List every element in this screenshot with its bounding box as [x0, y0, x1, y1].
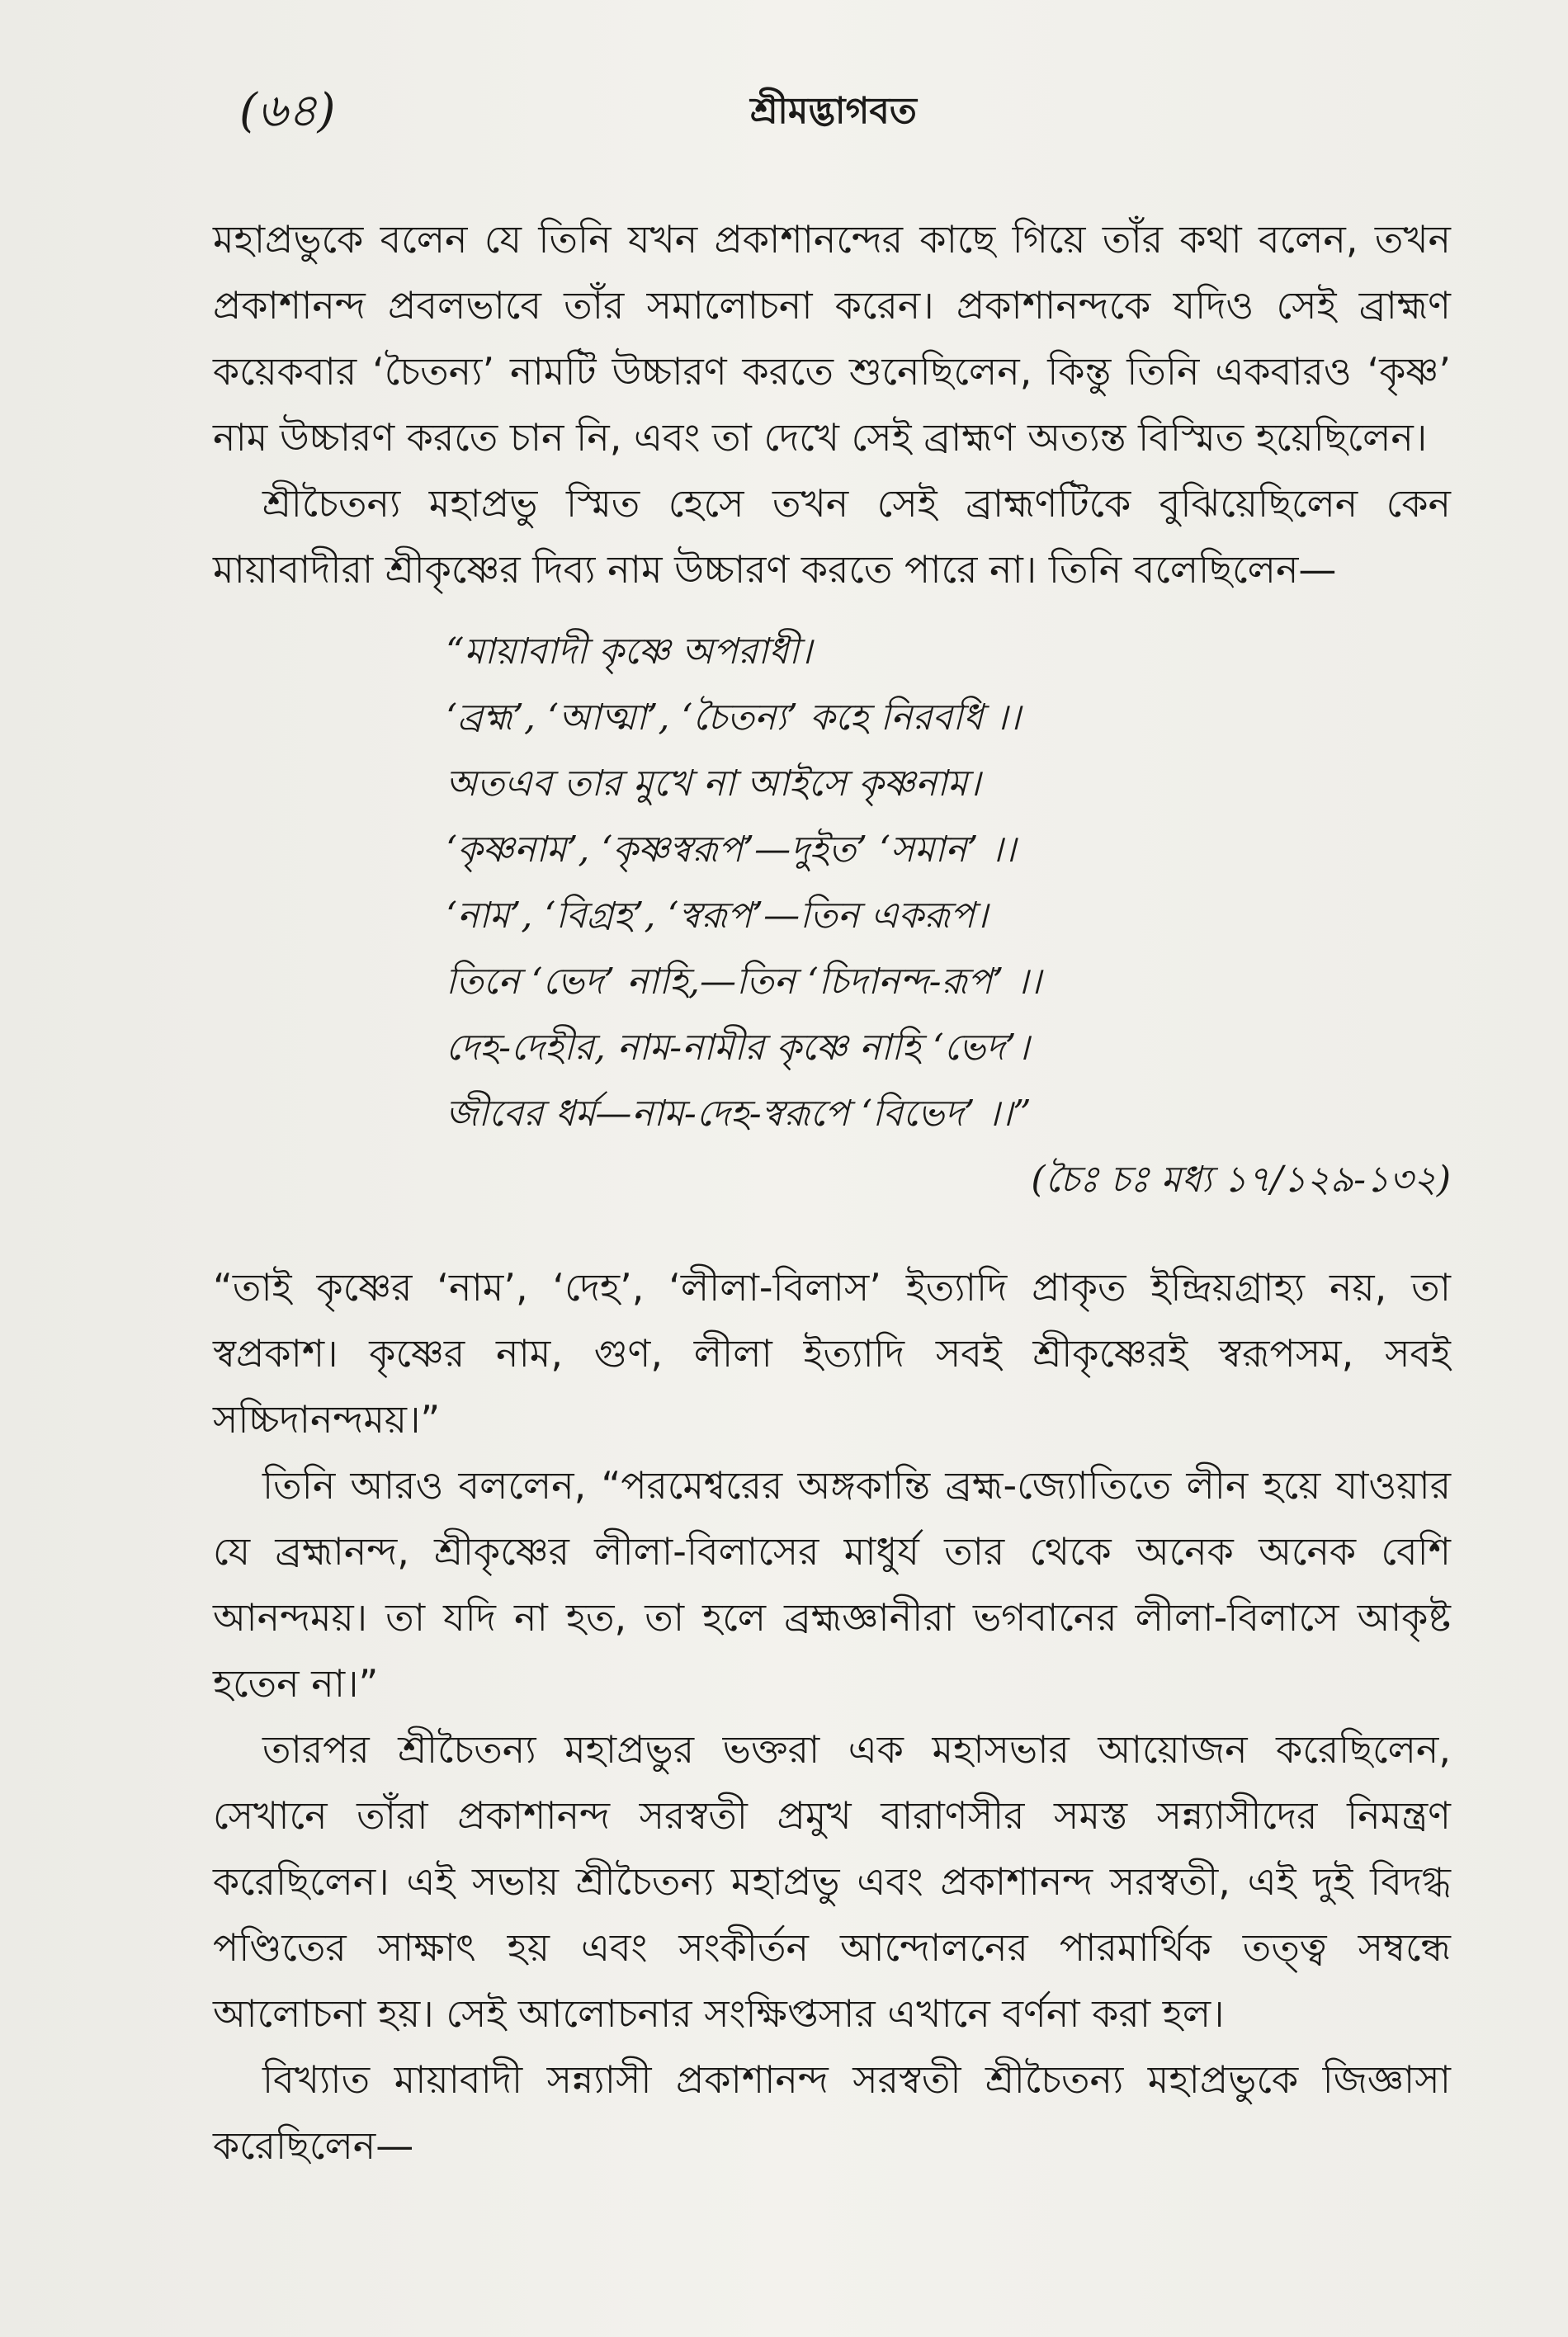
paragraph-assembly: তারপর শ্রীচৈতন্য মহাপ্রভুর ভক্তরা এক মহাসভার আয়োজন করেছিলেন, সেখানে তাঁরা প্রকাশানন্দ সরস্বতী প্রমুখ বারাণসীর সমস্ত সন্ন্যাসীদের নিমন্ত্রণ করেছিলেন। এই সভায় শ্রীচৈতন্য মহাপ্রভু এবং প্রকাশানন্দ সরস্বতী, এই দুই বিদগ্ধ পণ্ডিতের সাক্ষাৎ হয় এবং সংকীর্তন আন্দোলনের পারমার্থিক তত্ত্ব সম্বন্ধে আলোচনা হয়। সেই আলোচনার সংক্ষিপ্তসার এখানে বর্ণনা করা হল। [213, 1727, 1451, 2036]
page-number: (৬৪) [239, 84, 336, 138]
paragraph-quote: “তাই কৃষ্ণের ‘নাম’, ‘দেহ’, ‘লীলা-বিলাস’ ইত্যাদি প্রাকৃত ইন্দ্রিয়গ্রাহ্য নয়, তা স্বপ্রকাশ। কৃষ্ণের নাম, গুণ, লীলা ইত্যাদি সবই শ্রীকৃষ্ণেরই স্বরূপসম, সবই সচ্চিদানন্দময়।” [213, 1265, 1451, 1442]
page-header [239, 78, 1428, 144]
verse-line: তিনে ‘ভেদ’ নাহি,—তিন ‘চিদানন্দ-রূপ’ ।। [446, 961, 1041, 1003]
paragraph-explanation: শ্রীচৈতন্য মহাপ্রভু স্মিত হেসে তখন সেই ব্রাহ্মণটিকে বুঝিয়েছিলেন কেন মায়াবাদীরা শ্রীকৃষ্ণের দিব্য নাম উচ্চারণ করতে পারে না। তিনি বলেছিলেন— [213, 481, 1451, 592]
verse-citation: (চৈঃ চঃ মধ্য ১৭/১২৯-১৩২) [1031, 1159, 1451, 1201]
paragraph-further-speech: তিনি আরও বললেন, “পরমেশ্বরের অঙ্গকান্তি ব্রহ্ম-জ্যোতিতে লীন হয়ে যাওয়ার যে ব্রহ্মানন্দ, শ্রীকৃষ্ণের লীলা-বিলাসের মাধুর্য তার থেকে অনেক অনেক বেশি আনন্দময়। তা যদি না হত, তা হলে ব্রহ্মজ্ঞানীরা ভগবানের লীলা-বিলাসে আকৃষ্ট হতেন না।” [213, 1463, 1451, 1706]
paragraph-continuation: মহাপ্রভুকে বলেন যে তিনি যখন প্রকাশানন্দের কাছে গিয়ে তাঁর কথা বলেন, তখন প্রকাশানন্দ প্রবলভাবে তাঁর সমালোচনা করেন। প্রকাশানন্দকে যদিও সেই ব্রাহ্মণ কয়েকবার ‘চৈতন্য’ নামটি উচ্চারণ করতে শুনেছিলেন, কিন্তু তিনি একবারও ‘কৃষ্ণ’ নাম উচ্চারণ করতে চান নি, এবং তা দেখে সেই ব্রাহ্মণ অত্যন্ত বিস্মিত হয়েছিলেন। [213, 217, 1451, 460]
verse-line: অতএব তার মুখে না আইসে কৃষ্ণনাম। [446, 762, 981, 805]
page-body [213, 206, 1451, 2179]
verse-line: জীবের ধর্ম—নাম-দেহ-স্বরূপে ‘বিভেদ’ ।।” [446, 1093, 1032, 1135]
verse-line: ‘নাম’, ‘বিগ্রহ’, ‘স্বরূপ’—তিন একরূপ। [446, 895, 988, 937]
verse-line: ‘কৃষ্ণনাম’, ‘কৃষ্ণস্বরূপ’—দুইত’ ‘সমান’ ।। [446, 829, 1017, 871]
paragraph-question: বিখ্যাত মায়াবাদী সন্ন্যাসী প্রকাশানন্দ সরস্বতী শ্রীচৈতন্য মহাপ্রভুকে জিজ্ঞাসা করেছিলেন— [213, 2057, 1451, 2168]
verse-line: “মায়াবাদী কৃষ্ণে অপরাধী। [446, 630, 812, 673]
verse-line: দেহ-দেহীর, নাম-নামীর কৃষ্ণে নাহি ‘ভেদ’। [446, 1027, 1030, 1069]
verse-block [446, 619, 1451, 1147]
running-title: শ্রীমদ্ভাগবত [750, 90, 917, 132]
verse-line: ‘ব্রহ্ম’, ‘আত্মা’, ‘চৈতন্য’ কহে নিরবধি ।। [446, 696, 1021, 739]
